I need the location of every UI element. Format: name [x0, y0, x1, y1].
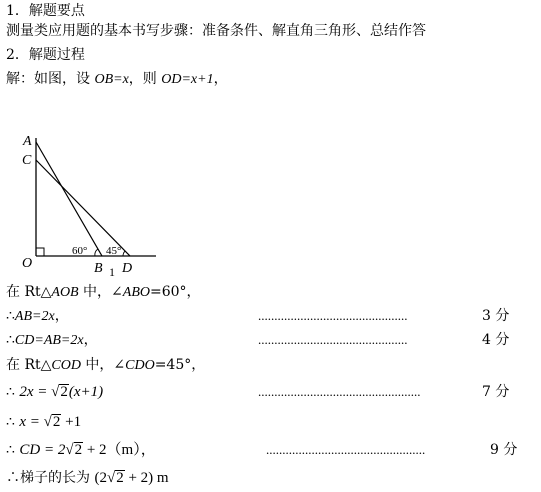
ladder-figure: [8, 108, 188, 283]
step8-expr-b: + 2) m: [124, 470, 169, 486]
intro-prefix: 解：如图，设: [6, 71, 90, 87]
therefore-symbol: ∴: [6, 470, 20, 486]
therefore-symbol: ∴: [6, 442, 15, 458]
ladder-cd: [36, 160, 130, 256]
step6-sqrt: 2: [52, 414, 61, 430]
step8-sqrt: 2: [116, 470, 124, 486]
therefore-symbol: ∴: [6, 414, 15, 430]
step4-angle: CDO: [125, 358, 155, 373]
step5-line: ∴ 2x = √2(x+1): [6, 384, 104, 400]
step8-expr-a: (2: [94, 470, 107, 486]
step4-line: [6, 356, 205, 375]
step7-score: 9 分: [490, 442, 518, 458]
label-c: C: [22, 153, 32, 168]
step5-rest: (x+1): [68, 384, 104, 400]
label-d: D: [122, 261, 133, 276]
step5-dots: ..................................................: [258, 384, 421, 399]
intro-suffix: ，: [213, 71, 228, 87]
heading-solution-process: 2．解题过程: [6, 47, 85, 63]
intro-var-ob: OB=x: [94, 72, 129, 87]
step4-prefix: 在 Rt△: [6, 357, 52, 373]
step6-line: ∴ x = √2 +1: [6, 414, 82, 430]
step4-triangle: COD: [51, 358, 81, 373]
step1-triangle: AOB: [51, 285, 79, 300]
step5-sqrt: 2: [60, 384, 68, 400]
step3-score: 4 分: [482, 332, 510, 348]
step2-dots: ..............................................: [258, 308, 408, 323]
step7-line: ∴ CD = 2√2 + 2（m），: [6, 442, 156, 458]
angle-label-d: 45°: [106, 245, 122, 257]
step5-lhs: 2x =: [19, 384, 52, 400]
step7-dots: .................................................: [266, 442, 426, 457]
step8-text: 梯子的长为: [20, 470, 90, 486]
step3-dots: ..............................................: [258, 332, 408, 347]
intro-var-od: OD=x+1: [161, 72, 214, 87]
step6-lhs: x =: [19, 414, 44, 430]
step4-mid: 中，∠: [80, 357, 126, 373]
intro-mid: ，则: [128, 71, 157, 87]
step1-suffix: =60°，: [150, 284, 201, 300]
step3-end: ，: [83, 332, 98, 348]
label-b: B: [94, 261, 103, 276]
label-o: O: [22, 256, 33, 271]
therefore-symbol: ∴: [6, 308, 15, 324]
step5-score: 7 分: [482, 384, 510, 400]
angle-arc-b: [95, 249, 98, 256]
step2-end: ，: [54, 308, 69, 324]
step3-text: CD=AB=2x: [14, 333, 84, 348]
method-text: 测量类应用题的基本书写步骤：准备条件、解直角三角形、总结作答: [6, 23, 426, 39]
step4-suffix: =45°，: [154, 357, 206, 373]
step1-mid: 中，∠: [78, 284, 123, 300]
therefore-symbol: ∴: [6, 384, 15, 400]
step2-score: 3 分: [482, 308, 510, 324]
intro-line: [6, 70, 228, 89]
step7-lhs: CD = 2: [19, 442, 66, 458]
step3-line: [6, 331, 98, 350]
step6-rest: +1: [61, 414, 82, 430]
step7-rest: + 2（m），: [83, 442, 156, 458]
step2-line: [6, 307, 69, 326]
ladder-ab: [36, 142, 102, 256]
heading-key-points: 1．解题要点: [6, 3, 85, 19]
therefore-symbol: ∴: [6, 332, 15, 348]
step7-sqrt: 2: [74, 442, 83, 458]
right-angle-mark: [36, 248, 44, 256]
step8-line: ∴梯子的长为 (2√2 + 2) m: [6, 470, 169, 486]
step1-angle: ABO: [122, 285, 151, 300]
step1-prefix: 在 Rt△: [6, 284, 52, 300]
step1-line: [6, 283, 201, 302]
step2-text: AB=2x: [14, 309, 55, 324]
label-one: 1: [109, 265, 115, 279]
angle-label-b: 60°: [72, 245, 88, 257]
angle-arc-d: [123, 251, 125, 256]
label-a: A: [23, 134, 32, 149]
